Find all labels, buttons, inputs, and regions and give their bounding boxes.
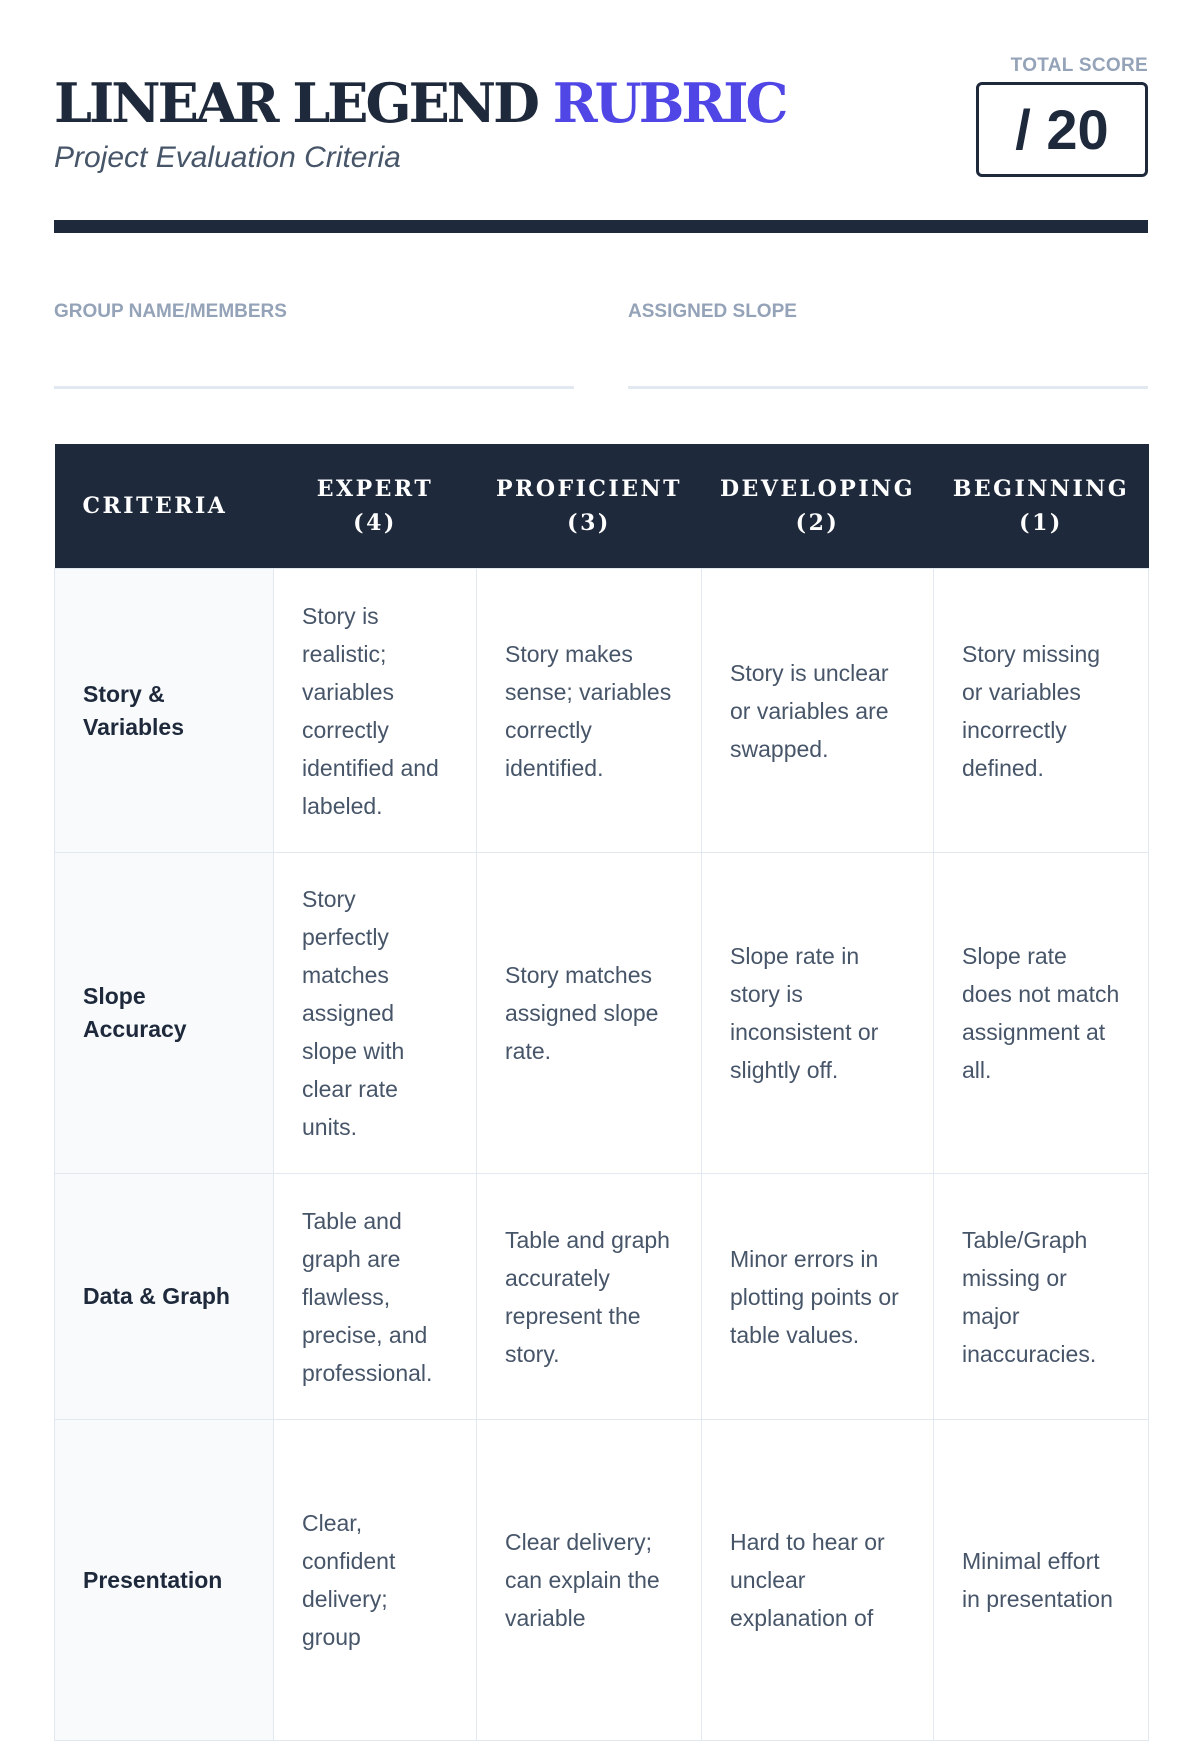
header-criteria: CRITERIA [55,444,274,569]
proficient-cell: Clear delivery; can explain the variable [477,1420,702,1741]
header-expert: EXPERT (4) [274,444,477,569]
beginning-cell: Table/Graph missing or major inaccuracies. [934,1174,1149,1420]
beginning-cell: Minimal effort in presentation [934,1420,1149,1741]
proficient-cell: Story makes sense; variables correctly identified. [477,569,702,853]
assigned-slope-line [628,386,1148,389]
header [54,50,1148,190]
table-row [55,853,1149,1174]
beginning-cell: Story missing or variables incorrectly defined. [934,569,1149,853]
expert-cell: Story perfectly matches assigned slope with clear rate units. [274,853,477,1174]
criteria-cell: Story & Variables [55,569,274,853]
group-name-line [54,386,574,389]
header-proficient: PROFICIENT (3) [477,444,702,569]
total-score-box: / 20 [976,82,1148,177]
title-accent: RUBRIC [552,71,786,135]
proficient-cell: Story matches assigned slope rate. [477,853,702,1174]
group-name-field[interactable] [54,300,574,390]
assigned-slope-field[interactable] [628,300,1148,390]
title-main: LINEAR LEGEND [54,71,553,135]
page-title [54,68,785,138]
expert-cell: Clear, confident delivery; group [274,1420,477,1741]
total-score [968,54,1148,177]
table-row [55,1174,1149,1420]
developing-cell: Slope rate in story is inconsistent or slightly off. [702,853,934,1174]
assigned-slope-label: ASSIGNED SLOPE [628,301,797,322]
header-developing: DEVELOPING (2) [702,444,934,569]
criteria-cell: Presentation [55,1420,274,1741]
total-score-label: TOTAL SCORE [1010,55,1148,76]
group-name-label: GROUP NAME/MEMBERS [54,301,287,322]
page-subtitle: Project Evaluation Criteria [54,141,401,174]
header-divider [54,220,1148,233]
rubric-table [54,444,1149,1741]
rubric-page [54,0,1148,1650]
table-header-row [55,444,1149,569]
table-row [55,569,1149,853]
expert-cell: Table and graph are flawless, precise, and professional. [274,1174,477,1420]
expert-cell: Story is realistic; variables correctly identified and labeled. [274,569,477,853]
developing-cell: Story is unclear or variables are swapped. [702,569,934,853]
header-beginning: BEGINNING (1) [934,444,1149,569]
developing-cell: Hard to hear or unclear explanation of [702,1420,934,1741]
table-row [55,1420,1149,1741]
developing-cell: Minor errors in plotting points or table values. [702,1174,934,1420]
proficient-cell: Table and graph accurately represent the story. [477,1174,702,1420]
criteria-cell: Data & Graph [55,1174,274,1420]
criteria-cell: Slope Accuracy [55,853,274,1174]
beginning-cell: Slope rate does not match assignment at all. [934,853,1149,1174]
info-fields [54,300,1148,390]
